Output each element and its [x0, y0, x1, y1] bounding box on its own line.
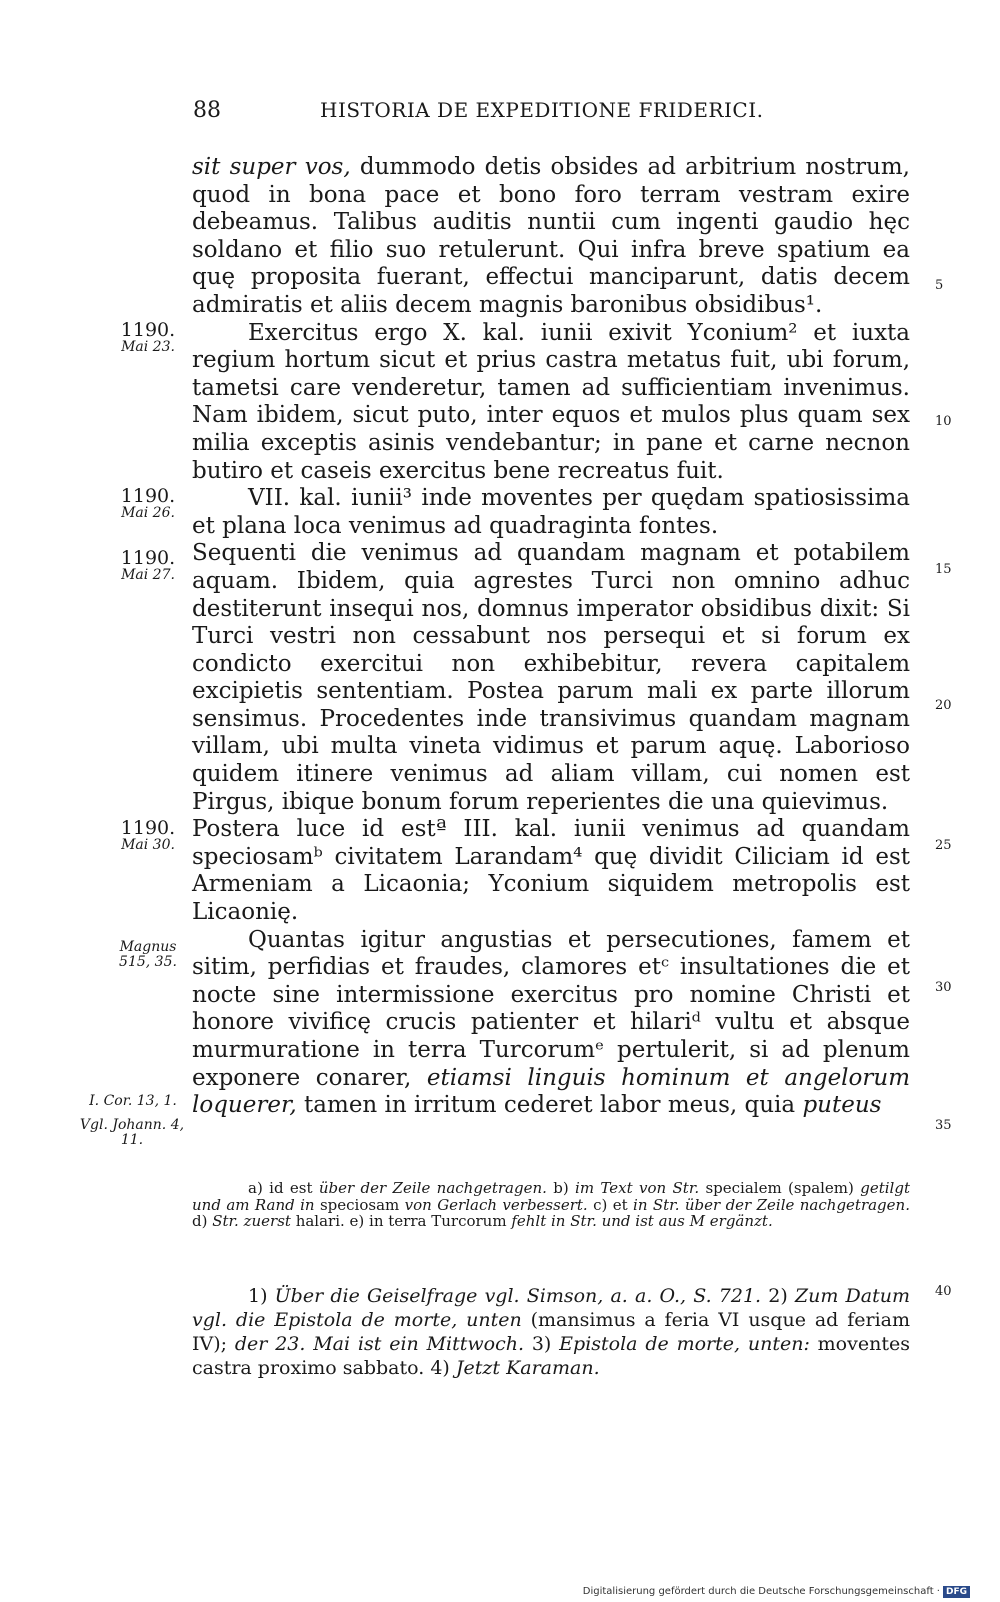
footnote-italic: Zum Datum vgl. die Epistola de morte, unten	[192, 1285, 910, 1331]
main-text	[192, 154, 910, 1120]
margin-note-bible-ref	[72, 1118, 192, 1148]
margin-note-date	[88, 548, 208, 583]
margin-note-year: 1190.	[120, 485, 176, 507]
margin-note-year: 1190.	[120, 547, 176, 569]
footnote-italic: Jetzt Karaman.	[455, 1357, 600, 1379]
footnote-marker: 4)	[424, 1357, 456, 1379]
note-text: halari. e) in terra Turcorum	[290, 1212, 512, 1230]
paragraph-text: Quantas igitur angustias et persecutiones, famem et sitim, perfidias et fraudes, clamores etᶜ insultationes die et nocte sine intermissione exercitus pro nomine Christi et honore vivificę crucis patienter et hilariᵈ vultu et absque murmuratione in terra Turcorumᵉ pertulerit, si ad plenum exponere conarer,	[192, 926, 910, 1091]
line-number: 40	[935, 1284, 952, 1299]
note-text: c) et	[587, 1195, 634, 1214]
note-text: specialem (spalem)	[699, 1179, 861, 1197]
apparatus-text	[192, 1180, 910, 1230]
page-number: 88	[193, 98, 221, 123]
note-italic: im Text von Str.	[575, 1179, 700, 1197]
line-number: 25	[935, 838, 952, 853]
dfg-logo: DFG	[943, 1586, 970, 1598]
footnote-italic: Epistola de morte, unten:	[559, 1333, 810, 1355]
margin-note-day: Mai 23.	[121, 339, 175, 355]
paragraph: Postera luce id estª III. kal. iunii venimus ad quandam speciosamᵇ civitatem Larandam⁴ quę dividit Ciliciam id est Armeniam a Licaonia; Yconium siquidem metropolis est Licaonię.	[192, 816, 910, 926]
footnote-marker: 1)	[248, 1285, 275, 1307]
note-text: speciosam	[314, 1195, 405, 1214]
textual-apparatus	[192, 1180, 910, 1230]
line-number: 30	[935, 980, 952, 995]
footnote-text	[192, 1284, 910, 1380]
footnote-italic: Über die Geiselfrage vgl. Simson, a. a. O., S. 721.	[274, 1285, 762, 1307]
margin-note-source-ref: 515, 35.	[119, 954, 177, 970]
line-number: 20	[935, 698, 952, 713]
italic-quote: sit super vos,	[192, 154, 351, 180]
note-italic: in Str. über der Zeile nachgetragen.	[633, 1195, 910, 1214]
line-number: 10	[935, 414, 952, 429]
digitization-credit	[583, 1586, 970, 1598]
margin-note-day: Mai 30.	[121, 837, 175, 853]
note-text: b)	[546, 1179, 576, 1197]
margin-note-year: 1190.	[120, 817, 176, 839]
margin-note-date	[88, 320, 208, 355]
note-text: d)	[192, 1212, 213, 1230]
line-number: 15	[935, 562, 952, 577]
line-number: 5	[935, 278, 944, 293]
margin-note-date	[88, 486, 208, 521]
paragraph	[192, 154, 910, 320]
margin-note-ref: Vgl. Johann. 4, 11.	[79, 1117, 185, 1148]
running-head: HISTORIA DE EXPEDITIONE FRIDERICI.	[320, 98, 764, 122]
note-italic: getilgt und am Rand in	[192, 1179, 910, 1214]
margin-note-ref: I. Cor. 13, 1.	[89, 1093, 177, 1109]
margin-note-year: 1190.	[120, 319, 176, 341]
italic-quote: puteus	[802, 1092, 882, 1119]
margin-note-source-name: Magnus	[119, 939, 177, 955]
margin-note-day: Mai 26.	[121, 505, 175, 521]
margin-note-source	[88, 940, 208, 970]
paragraph-text: dummodo detis obsides ad arbitrium nostrum, quod in bona pace et bono foro terram vestram exire debeamus. Talibus auditis nuntii cum ingenti gaudio hęc soldano et filio suo retulerunt. Qui infra breve spatium ea quę proposita fuerant, effectui manciparunt, datis decem admiratis et aliis decem magnis baronibus obsidibus¹.	[192, 154, 910, 318]
paragraph-text: tamen in irritum cederet labor meus, quia	[296, 1092, 803, 1119]
margin-note-day: Mai 27.	[121, 567, 175, 583]
note-italic: fehlt in Str. und ist aus M ergänzt.	[511, 1212, 773, 1230]
margin-note-bible-ref	[68, 1094, 198, 1109]
line-number: 35	[935, 1118, 952, 1133]
paragraph	[192, 927, 910, 1120]
note-italic: über der Zeile nachgetragen.	[318, 1179, 547, 1197]
paragraph: Exercitus ergo X. kal. iunii exivit Yconium² et iuxta regium hortum sicut et prius castra metatus fuit, ubi forum, tametsi care venderetur, tamen ad sufficientiam invenimus. Nam ibidem, sicut puto, inter equos et mulos plus quam sex milia exceptis asinis vendebantur; in pane et carne necnon butiro et caseis exercitus bene recreatus fuit.	[192, 319, 910, 484]
note-italic: Str. zuerst	[212, 1212, 291, 1230]
footnotes	[192, 1284, 910, 1380]
note-text: a) id est	[248, 1179, 319, 1197]
note-italic: von Gerlach verbessert.	[404, 1195, 588, 1214]
margin-note-date	[88, 818, 208, 853]
footnote-plain: (mansimus a feria VI usque ad feriam IV);	[192, 1309, 910, 1355]
paragraph: VII. kal. iunii³ inde moventes per quędam spatiosissima et plana loca venimus ad quadraginta fontes.	[192, 485, 910, 539]
paragraph: Sequenti die venimus ad quandam magnam et potabilem aquam. Ibidem, quia agrestes Turci non omnino adhuc destiterunt insequi nos, domnus imperator obsidibus dixit: Si Turci vestri non cessabunt nos persequi et si forum ex condicto exercitui non exhibebitur, revera capitalem excipietis sententiam. Postea parum mali ex parte illorum sensimus. Procedentes inde transivimus quandam magnam villam, ubi multa vineta vidimus et parum aquę. Laborioso quidem itinere venimus ad aliam villam, cui nomen est Pirgus, ibique bonum forum reperientes die una quievimus.	[192, 540, 910, 815]
footnote-plain: moventes castra proximo sabbato.	[192, 1333, 910, 1379]
credit-text: Digitalisierung gefördert durch die Deutsche Forschungsgemeinschaft ·	[582, 1586, 940, 1597]
footnote-italic: der 23. Mai ist ein Mittwoch.	[234, 1333, 525, 1355]
italic-quote: etiamsi linguis hominum et angelorum loquerer,	[192, 1064, 910, 1119]
footnote-marker: 3)	[524, 1333, 560, 1355]
footnote-marker: 2)	[761, 1285, 795, 1307]
